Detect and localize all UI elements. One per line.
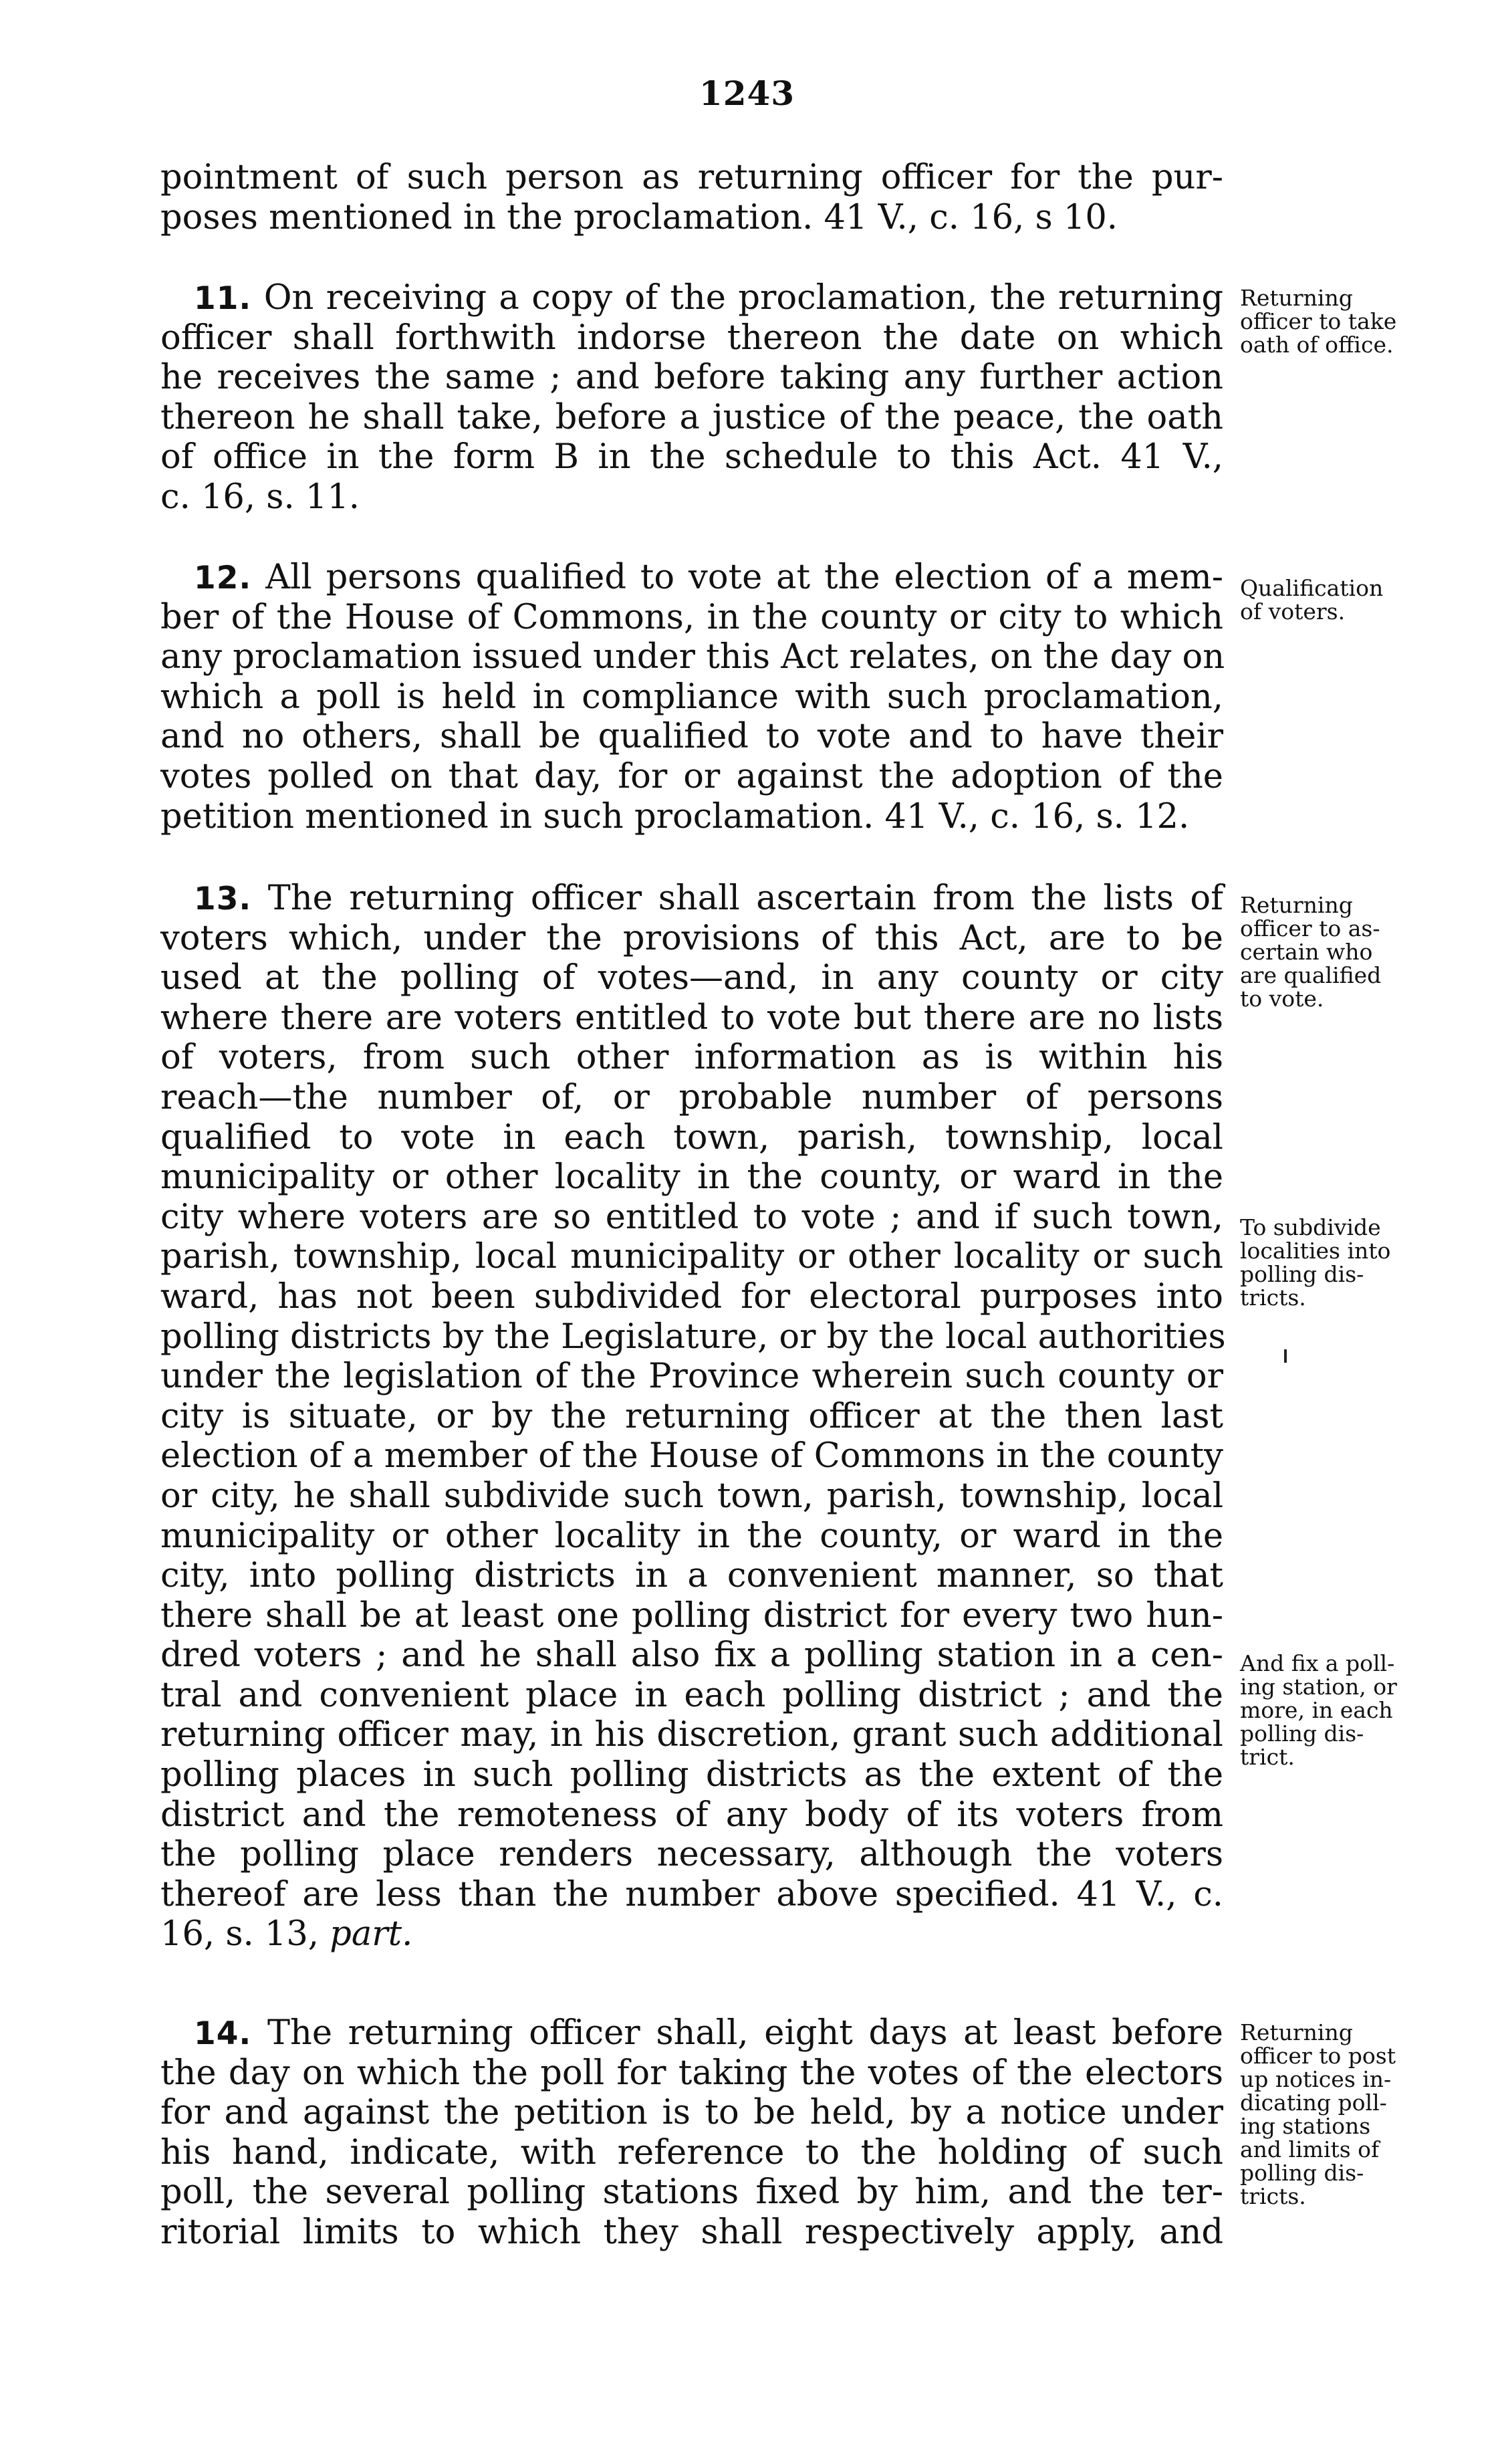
text-line: officer shall forthwith indorse thereon the date on which: [160, 318, 1223, 358]
margin-note-line: dicating poll-: [1240, 2090, 1387, 2116]
text-segment: The returning officer shall ascertain from the lists of: [267, 879, 1223, 918]
text-line: city where voters are so entitled to vote ; and if such town,: [160, 1197, 1223, 1237]
stray-print-mark: [1284, 1349, 1287, 1363]
text-line: city, into polling districts in a convenient manner, so that: [160, 1556, 1223, 1596]
margin-note-returning-officer-oath: [1240, 286, 1461, 356]
text-line: where there are voters entitled to vote but there are no lists: [160, 998, 1223, 1038]
section-12: [160, 558, 1223, 836]
margin-note-line: polling dis-: [1240, 1720, 1364, 1747]
text-line: dred voters ; and he shall also fix a polling station in a cen-: [160, 1636, 1223, 1676]
text-line: returning officer may, in his discretion, grant such additional: [160, 1715, 1223, 1755]
text-line: thereof are less than the number above specified. 41 V., c.: [160, 1874, 1223, 1914]
text-segment: 16, s. 13,: [160, 1914, 330, 1954]
section-first-line: [160, 278, 1223, 318]
text-line: thereon he shall take, before a justice of the peace, the oath: [160, 397, 1223, 437]
section-number: 11.: [194, 280, 252, 317]
margin-note-line: Returning: [1240, 2019, 1353, 2045]
text-line: votes polled on that day, for or against the adoption of the: [160, 756, 1223, 796]
section-13: [160, 879, 1226, 1954]
text-line: or city, he shall subdivide such town, parish, township, local: [160, 1476, 1223, 1516]
section-number: 13.: [194, 881, 252, 917]
section-number: 14.: [194, 2015, 252, 2052]
text-line: his hand, indicate, with reference to the holding of such: [160, 2132, 1223, 2172]
text-segment: On receiving a copy of the proclamation, the returning: [263, 278, 1223, 318]
margin-note-line: up notices in-: [1240, 2066, 1392, 2092]
text-line: district and the remoteness of any body of its voters from: [160, 1795, 1223, 1835]
text-line: c. 16, s. 11.: [160, 477, 360, 517]
margin-note-line: Returning: [1240, 285, 1353, 311]
text-line: the polling place renders necessary, although the voters: [160, 1835, 1223, 1875]
margin-note-line: oath of office.: [1240, 332, 1394, 358]
margin-note-line: are qualified: [1240, 962, 1382, 988]
margin-note-line: certain who: [1240, 939, 1373, 965]
text-line: polling places in such polling districts as the extent of the: [160, 1755, 1223, 1795]
text-line: under the legislation of the Province wherein such county or: [160, 1357, 1223, 1397]
margin-note-post-notices: [1240, 2021, 1461, 2208]
section-first-line: [160, 2013, 1223, 2053]
section-first-line: [160, 879, 1223, 919]
text-line: for and against the petition is to be held, by a notice under: [160, 2093, 1223, 2133]
margin-note-line: localities into: [1240, 1238, 1391, 1264]
text-line: any proclamation issued under this Act relates, on the day on: [160, 637, 1225, 677]
text-line: pointment of such person as returning officer for the pur-: [160, 158, 1223, 197]
text-line: tral and convenient place in each polling district ; and the: [160, 1675, 1223, 1715]
text-line: of office in the form B in the schedule to this Act. 41 V.,: [160, 437, 1223, 477]
margin-note-line: and limits of: [1240, 2136, 1380, 2162]
text-line: election of a member of the House of Commons in the county: [160, 1436, 1223, 1476]
margin-note-line: And fix a poll-: [1240, 1650, 1395, 1676]
text-line: voters which, under the provisions of this Act, are to be: [160, 918, 1223, 958]
margin-note-qualification-of-voters: [1240, 576, 1461, 623]
margin-note-line: ing stations: [1240, 2113, 1371, 2139]
text-line: and no others, shall be qualified to vote and to have their: [160, 717, 1223, 757]
section-first-line: [160, 558, 1223, 598]
margin-note-line: trict.: [1240, 1744, 1295, 1770]
margin-note-subdivide-localities: [1240, 1216, 1461, 1309]
text-line: municipality or other locality in the county, or ward in the: [160, 1157, 1223, 1198]
text-line: qualified to vote in each town, parish, township, local: [160, 1117, 1223, 1157]
text-line: of voters, from such other information as is within his: [160, 1038, 1223, 1078]
text-line: ritorial limits to which they shall respectively apply, and: [160, 2212, 1223, 2252]
margin-note-ascertain-qualified: [1240, 893, 1461, 1010]
continuation-paragraph: [160, 158, 1223, 237]
margin-note-line: tricts.: [1240, 2183, 1306, 2209]
margin-note-line: polling dis-: [1240, 2160, 1364, 2186]
margin-note-line: to vote.: [1240, 986, 1324, 1012]
text-segment: All persons qualified to vote at the election of a mem-: [265, 558, 1223, 597]
margin-note-line: polling dis-: [1240, 1261, 1364, 1287]
text-segment: The returning officer shall, eight days at least before: [267, 2013, 1223, 2053]
section-11: [160, 278, 1223, 518]
margin-note-line: of voters.: [1240, 598, 1346, 625]
text-line: he receives the same ; and before taking any further action: [160, 358, 1223, 398]
text-line: city is situate, or by the returning officer at the then last: [160, 1396, 1223, 1436]
margin-note-line: tricts.: [1240, 1284, 1306, 1311]
margin-note-line: officer to take: [1240, 308, 1397, 334]
text-line: used at the polling of votes—and, in any county or city: [160, 958, 1223, 998]
margin-note-line: ing station, or: [1240, 1674, 1397, 1700]
margin-note-line: officer to as-: [1240, 915, 1380, 941]
margin-note-line: more, in each: [1240, 1697, 1393, 1723]
text-line: [160, 1914, 1223, 1954]
text-line: which a poll is held in compliance with such proclamation,: [160, 677, 1223, 717]
page-number: 1243: [699, 74, 795, 113]
text-line: reach—the number of, or probable number of persons: [160, 1077, 1223, 1117]
text-line: there shall be at least one polling district for every two hun-: [160, 1595, 1223, 1636]
margin-note-line: Returning: [1240, 892, 1353, 918]
text-line: poll, the several polling stations fixed by him, and the ter-: [160, 2172, 1223, 2213]
margin-note-fix-polling-station: [1240, 1652, 1461, 1769]
margin-note-line: officer to post: [1240, 2043, 1396, 2069]
margin-note-line: To subdivide: [1240, 1214, 1381, 1240]
text-line: municipality or other locality in the county, or ward in the: [160, 1516, 1223, 1556]
text-line: petition mentioned in such proclamation. 41 V., c. 16, s. 12.: [160, 796, 1190, 836]
text-line: poses mentioned in the proclamation. 41 V., c. 16, s 10.: [160, 197, 1118, 237]
text-line: the day on which the poll for taking the votes of the electors: [160, 2053, 1223, 2093]
text-line: ber of the House of Commons, in the county or city to which: [160, 597, 1223, 637]
text-line: ward, has not been subdivided for electoral purposes into: [160, 1276, 1223, 1317]
text-line: parish, township, local municipality or other locality or such: [160, 1237, 1223, 1277]
text-segment-italic: part.: [330, 1914, 413, 1954]
text-line: polling districts by the Legislature, or by the local authorities: [160, 1317, 1226, 1357]
section-14: [160, 2013, 1223, 2253]
section-number: 12.: [194, 560, 252, 596]
margin-note-line: Qualification: [1240, 575, 1384, 601]
